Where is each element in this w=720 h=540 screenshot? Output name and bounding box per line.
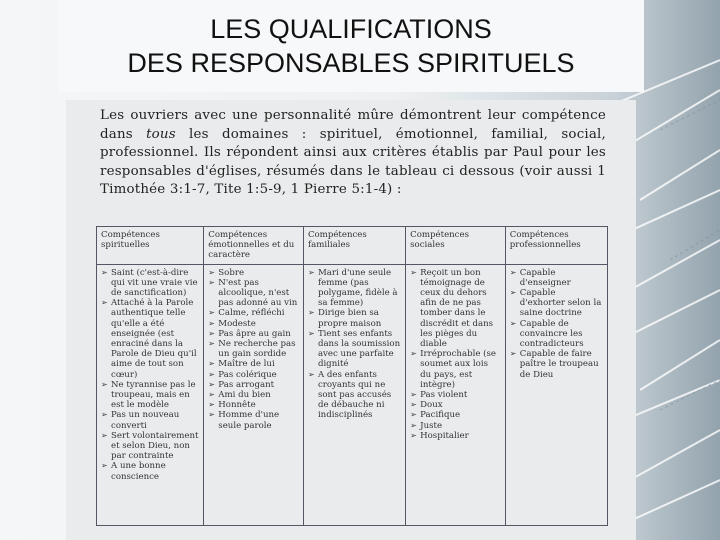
intro-paragraph	[100, 107, 606, 217]
list-item: ➢ Dirige bien sa propre maison	[308, 308, 401, 328]
list-item: ➢ Capable d'enseigner	[510, 268, 603, 288]
column-professionnelles	[505, 264, 607, 525]
list-item: ➢ Ne recherche pas un gain sordide	[208, 339, 299, 359]
list-item: ➢ Doux	[410, 400, 501, 410]
intro-text-2: les domaines : spirituel, émotionnel, familial, social, professionnel. Ils répondent ainsi aux critères établis par Paul pour les responsables d'églises, résumés dans le tableau ci dessous (voir aussi 1 Timothée 3:1-7, Tite 1:5-9, 1 Pierre 5:1-4) :	[100, 126, 606, 197]
list-item: ➢ Capable d'exhorter selon la saine doctrine	[510, 288, 603, 319]
list-item: ➢ Pas colérique	[208, 370, 299, 380]
list-item: ➢ Homme d'une seule parole	[208, 410, 299, 430]
list-item: ➢ Saint (c'est-à-dire qui vit une vraie vie de sanctification)	[101, 268, 199, 299]
list-item: ➢ Tient ses enfants dans la soumission avec une parfaite dignité	[308, 329, 401, 370]
competences-table	[96, 226, 608, 526]
list-item: ➢ Honnête	[208, 400, 299, 410]
slide-title	[58, 0, 644, 92]
column-spirituelles	[97, 264, 204, 525]
header-spirituelles: Compétences spirituelles	[97, 227, 204, 265]
list-item: ➢ Pacifique	[410, 410, 501, 420]
header-familiales: Compétences familiales	[303, 227, 405, 265]
list-item: ➢ Hospitalier	[410, 431, 501, 441]
list-item: ➢ Modeste	[208, 319, 299, 329]
list-item: ➢ Pas âpre au gain	[208, 329, 299, 339]
title-line-2: DES RESPONSABLES SPIRITUELS	[127, 48, 575, 78]
title-line-1: LES QUALIFICATIONS	[210, 14, 492, 44]
column-familiales	[303, 264, 405, 525]
list-item: ➢ Irréprochable (se soumet aux lois du pays, est intègre)	[410, 349, 501, 390]
list-item: ➢ Sert volontairement et selon Dieu, non par contrainte	[101, 431, 199, 462]
list-item: ➢ Attaché à la Parole authentique telle qu'elle a été enseignée (est enraciné dans la Parole de Dieu qu'il aime de tout son cœur)	[101, 298, 199, 380]
list-item: ➢ Calme, réfléchi	[208, 308, 299, 318]
list-item: ➢ Sobre	[208, 268, 299, 278]
header-emotionnelles: Compétences émotionnelles et du caractère	[204, 227, 304, 265]
table-header-row	[97, 227, 608, 265]
list-item: ➢ Pas arrogant	[208, 380, 299, 390]
list-item: ➢ Pas violent	[410, 390, 501, 400]
list-item: ➢ Capable de faire paître le troupeau de Dieu	[510, 349, 603, 380]
list-item: ➢ Mari d'une seule femme (pas polygame, fidèle à sa femme)	[308, 268, 401, 309]
list-item: ➢ Ami du bien	[208, 390, 299, 400]
list-item: ➢ Reçoit un bon témoignage de ceux du dehors afin de ne pas tomber dans le discrédit et dans les pièges du diable	[410, 268, 501, 350]
list-item: ➢ Maître de lui	[208, 359, 299, 369]
intro-text-1: Les ouvriers avec une personnalité mûre démontrent leur compétence dans	[100, 108, 606, 142]
list-item: ➢ N'est pas alcoolique, n'est pas adonné au vin	[208, 278, 299, 309]
list-item: ➢ Ne tyrannise pas le troupeau, mais en est le modèle	[101, 380, 199, 411]
column-sociales	[406, 264, 506, 525]
table-row	[97, 264, 608, 525]
list-item: ➢ Capable de convaincre les contradicteurs	[510, 319, 603, 350]
list-item: ➢ A des enfants croyants qui ne sont pas accusés de débauche ni indisciplinés	[308, 370, 401, 421]
header-sociales: Compétences sociales	[406, 227, 506, 265]
header-professionnelles: Compétences professionnelles	[505, 227, 607, 265]
list-item: ➢ A une bonne conscience	[101, 461, 199, 481]
list-item: ➢ Juste	[410, 421, 501, 431]
column-emotionnelles	[204, 264, 304, 525]
intro-emphasis: tous	[146, 126, 176, 142]
list-item: ➢ Pas un nouveau converti	[101, 410, 199, 430]
